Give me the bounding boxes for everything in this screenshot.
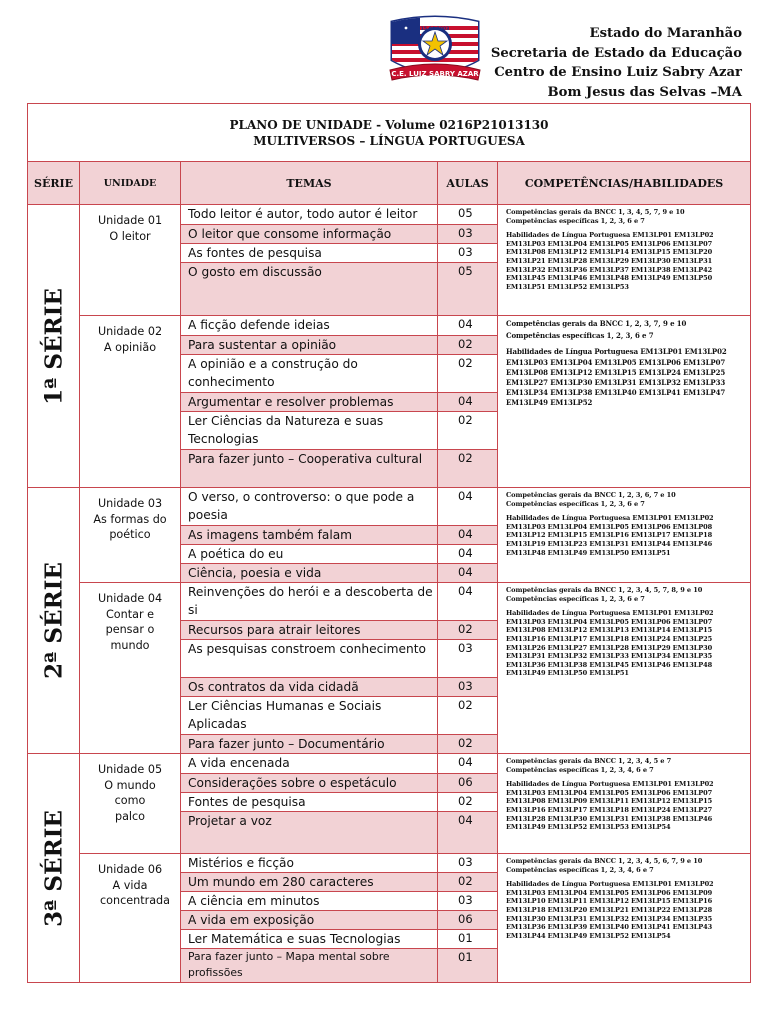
unit-title: A vida concentrada — [100, 878, 171, 907]
plan-title — [28, 104, 751, 162]
habilidades: Habilidades de Língua Portuguesa EM13LP01 EM13LP02 EM13LP03 EM13LP04 EM13LP05 EM13LP06 EM13LP08 EM13LP12 EM13LP15 EM13LP16 EM13LP17 EM13LP18 EM13LP19 EM13LP23 EM13LP31 EM13LP44 EM13LP46 EM13LP48 EM13LP49 EM13LP50 EM13LP51 — [506, 514, 714, 557]
comp-especificas: Competências específicas 1, 2, 3, 4, 6 e 7 — [506, 865, 654, 874]
tema-cell: A ciência em minutos — [181, 892, 438, 911]
comp-gerais: Competências gerais da BNCC 1, 2, 3, 4, 5 e 7 — [506, 757, 672, 765]
serie-1-label: 1ª SÉRIE — [40, 287, 67, 405]
header-serie: SÉRIE — [28, 162, 80, 205]
tema-cell: Um mundo em 280 caracteres — [181, 873, 438, 892]
unit-06 — [80, 854, 181, 983]
aulas-cell: 03 — [438, 892, 498, 911]
header-unidade: UNIDADE — [80, 162, 181, 205]
unit-title: As formas do poético — [93, 512, 167, 541]
unit-title: O mundo como palco — [104, 778, 156, 823]
tema-cell: Para fazer junto – Cooperativa cultural — [181, 450, 438, 488]
tema-cell: Para fazer junto – Mapa mental sobre profissões — [181, 949, 438, 983]
comp-gerais: Competências gerais da BNCC 1, 2, 3, 7, 9 e 10 — [506, 319, 687, 328]
table-row — [28, 488, 751, 526]
tema-cell: As pesquisas constroem conhecimento — [181, 640, 438, 678]
institution-state: Estado do Maranhão — [589, 26, 742, 41]
header-aulas: AULAS — [438, 162, 498, 205]
aulas-cell: 04 — [438, 526, 498, 545]
tema-cell: Fontes de pesquisa — [181, 793, 438, 812]
aulas-cell: 02 — [438, 793, 498, 812]
aulas-cell: 03 — [438, 244, 498, 263]
tema-cell: Ler Matemática e suas Tecnologias — [181, 930, 438, 949]
page-header — [0, 0, 768, 104]
competencias-cell — [498, 316, 751, 488]
tema-cell: Projetar a voz — [181, 812, 438, 854]
competencias-cell — [498, 205, 751, 316]
comp-especificas: Competências específicas 1, 2, 3, 6 e 7 — [506, 216, 645, 225]
unit-name: Unidade 02 — [97, 325, 163, 338]
aulas-cell: 02 — [438, 621, 498, 640]
unit-title: Contar e pensar o mundo — [105, 607, 155, 652]
tema-cell: Recursos para atrair leitores — [181, 621, 438, 640]
habilidades: Habilidades de Língua Portuguesa EM13LP01 EM13LP02 EM13LP03 EM13LP04 EM13LP05 EM13LP06 EM13LP09 EM13LP10 EM13LP11 EM13LP12 EM13LP15 EM13LP16 EM13LP18 EM13LP20 EM13LP21 EM13LP22 EM13LP28 EM13LP30 EM13LP31 EM13LP32 EM13LP34 EM13LP35 EM13LP36 EM13LP39 EM13LP40 EM13LP41 EM13LP43 EM13LP44 EM13LP49 EM13LP52 EM13LP54 — [506, 880, 714, 940]
institution-secretariat: Secretaria de Estado da Educação — [490, 45, 742, 61]
comp-gerais: Competências gerais da BNCC 1, 3, 4, 5, 7, 9 e 10 — [506, 208, 685, 216]
table-row — [28, 854, 751, 873]
aulas-cell: 03 — [438, 640, 498, 678]
institution-city: Bom Jesus das Selvas –MA — [547, 84, 742, 100]
aulas-cell: 01 — [438, 930, 498, 949]
tema-cell: A vida encenada — [181, 754, 438, 774]
competencias-cell — [498, 754, 751, 854]
comp-especificas: Competências específicas 1, 2, 3, 6 e 7 — [506, 594, 645, 603]
tema-cell: Mistérios e ficção — [181, 854, 438, 873]
tema-cell: As imagens também falam — [181, 526, 438, 545]
comp-especificas: Competências específicas 1, 2, 3, 6 e 7 — [506, 331, 654, 341]
tema-cell: O verso, o controverso: o que pode a poesia — [181, 488, 438, 526]
aulas-cell: 03 — [438, 225, 498, 244]
tema-cell: O gosto em discussão — [181, 263, 438, 316]
aulas-cell: 04 — [438, 316, 498, 336]
comp-gerais: Competências gerais da BNCC 1, 2, 3, 4, 5, 6, 7, 9 e 10 — [506, 857, 703, 865]
aulas-cell: 04 — [438, 545, 498, 564]
habilidades: Habilidades de Língua Portuguesa EM13LP01 EM13LP02 EM13LP03 EM13LP04 EM13LP05 EM13LP06 EM13LP07 EM13LP08 EM13LP09 EM13LP11 EM13LP12 EM13LP15 EM13LP16 EM13LP17 EM13LP18 EM13LP24 EM13LP27 EM13LP28 EM13LP30 EM13LP31 EM13LP38 EM13LP46 EM13LP49 EM13LP52 EM13LP53 EM13LP54 — [506, 780, 714, 832]
competencias-cell — [498, 488, 751, 583]
aulas-cell: 02 — [438, 450, 498, 488]
habilidades: Habilidades de Língua Portuguesa EM13LP01 EM13LP02 EM13LP03 EM13LP04 EM13LP05 EM13LP06 EM13LP07 EM13LP08 EM13LP12 EM13LP13 EM13LP14 EM13LP15 EM13LP16 EM13LP17 EM13LP18 EM13LP24 EM13LP25 EM13LP26 EM13LP27 EM13LP28 EM13LP29 EM13LP30 EM13LP31 EM13LP32 EM13LP33 EM13LP34 EM13LP35 EM13LP36 EM13LP38 EM13LP45 EM13LP46 EM13LP48 EM13LP49 EM13LP50 EM13LP51 — [506, 609, 714, 678]
aulas-cell: 03 — [438, 678, 498, 697]
aulas-cell: 04 — [438, 488, 498, 526]
unit-name: Unidade 03 — [97, 497, 163, 510]
habilidades: Habilidades de Língua Portuguesa EM13LP01 EM13LP02 EM13LP03 EM13LP04 EM13LP05 EM13LP06 EM13LP07 EM13LP08 EM13LP12 EM13LP14 EM13LP15 EM13LP20 EM13LP21 EM13LP28 EM13LP29 EM13LP30 EM13LP31 EM13LP32 EM13LP36 EM13LP37 EM13LP38 EM13LP42 EM13LP45 EM13LP46 EM13LP48 EM13LP49 EM13LP50 EM13LP51 EM13LP52 EM13LP53 — [506, 231, 714, 291]
table-row — [28, 316, 751, 336]
logo-name: C.E. LUIZ SABRY AZAR — [391, 70, 479, 78]
tema-cell: Para sustentar a opinião — [181, 336, 438, 355]
unit-01 — [80, 205, 181, 316]
tema-cell: Todo leitor é autor, todo autor é leitor — [181, 205, 438, 225]
aulas-cell: 01 — [438, 949, 498, 983]
unit-03 — [80, 488, 181, 583]
serie-3-cell — [28, 754, 80, 983]
plan-title-line2: MULTIVERSOS – LÍNGUA PORTUGUESA — [253, 133, 525, 148]
unit-title: A opinião — [103, 340, 157, 354]
competencias-cell — [498, 854, 751, 983]
tema-cell: Ler Ciências da Natureza e suas Tecnologias — [181, 412, 438, 450]
aulas-cell: 02 — [438, 697, 498, 735]
table-row — [28, 754, 751, 774]
comp-gerais: Competências gerais da BNCC 1, 2, 3, 6, 7 e 10 — [506, 491, 676, 499]
tema-cell: Reinvenções do herói e a descoberta de si — [181, 583, 438, 621]
aulas-cell: 04 — [438, 564, 498, 583]
aulas-cell: 04 — [438, 583, 498, 621]
unit-02 — [80, 316, 181, 488]
aulas-cell: 02 — [438, 355, 498, 393]
institution-block — [491, 24, 742, 102]
tema-cell: A poética do eu — [181, 545, 438, 564]
aulas-cell: 05 — [438, 205, 498, 225]
plan-title-line1: PLANO DE UNIDADE - Volume 0216P21013130 — [229, 117, 549, 132]
table-header-row — [28, 162, 751, 205]
comp-especificas: Competências específicas 1, 2, 3, 4, 6 e 7 — [506, 765, 654, 774]
unit-name: Unidade 05 — [97, 763, 163, 776]
serie-3-label: 3ª SÉRIE — [40, 809, 67, 927]
tema-cell: Ler Ciências Humanas e Sociais Aplicadas — [181, 697, 438, 735]
tema-cell: O leitor que consome informação — [181, 225, 438, 244]
aulas-cell: 06 — [438, 911, 498, 930]
unit-04 — [80, 583, 181, 754]
serie-2-cell — [28, 488, 80, 754]
aulas-cell: 02 — [438, 412, 498, 450]
logo-year: 15.04.2003 — [420, 27, 450, 32]
tema-cell: Para fazer junto – Documentário — [181, 735, 438, 754]
institution-school: Centro de Ensino Luiz Sabry Azar — [494, 65, 742, 81]
tema-cell: Considerações sobre o espetáculo — [181, 774, 438, 793]
tema-cell: Argumentar e resolver problemas — [181, 393, 438, 412]
unit-title: O leitor — [109, 229, 151, 243]
unit-plan-table — [27, 103, 751, 983]
aulas-cell: 02 — [438, 873, 498, 892]
aulas-cell: 04 — [438, 393, 498, 412]
aulas-cell: 04 — [438, 754, 498, 774]
aulas-cell: 05 — [438, 263, 498, 316]
table-row — [28, 583, 751, 621]
aulas-cell: 02 — [438, 336, 498, 355]
tema-cell: A ficção defende ideias — [181, 316, 438, 336]
competencias-cell — [498, 583, 751, 754]
unit-name: Unidade 06 — [97, 863, 163, 876]
serie-2-label: 2ª SÉRIE — [40, 562, 67, 679]
unit-name: Unidade 01 — [97, 214, 163, 227]
header-temas: TEMAS — [181, 162, 438, 205]
aulas-cell: 06 — [438, 774, 498, 793]
aulas-cell: 02 — [438, 735, 498, 754]
habilidades: Habilidades de Língua Portuguesa EM13LP01 EM13LP02 EM13LP03 EM13LP04 EM13LP05 EM13LP06 EM13LP07 EM13LP08 EM13LP12 EM13LP15 EM13LP24 EM13LP25 EM13LP27 EM13LP30 EM13LP31 EM13LP32 EM13LP33 EM13LP34 EM13LP38 EM13LP40 EM13LP41 EM13LP47 EM13LP49 EM13LP52 — [506, 347, 727, 408]
comp-gerais: Competências gerais da BNCC 1, 2, 3, 4, 5, 7, 8, 9 e 10 — [506, 586, 703, 594]
comp-especificas: Competências específicas 1, 2, 3, 6 e 7 — [506, 499, 645, 508]
tema-cell: As fontes de pesquisa — [181, 244, 438, 263]
serie-1-cell — [28, 205, 80, 488]
tema-cell: A opinião e a construção do conhecimento — [181, 355, 438, 393]
tema-cell: Os contratos da vida cidadã — [181, 678, 438, 697]
tema-cell: A vida em exposição — [181, 911, 438, 930]
header-competencias: COMPETÊNCIAS/HABILIDADES — [498, 162, 751, 205]
unit-05 — [80, 754, 181, 854]
tema-cell: Ciência, poesia e vida — [181, 564, 438, 583]
school-logo-icon — [386, 14, 484, 88]
aulas-cell: 03 — [438, 854, 498, 873]
aulas-cell: 04 — [438, 812, 498, 854]
unit-name: Unidade 04 — [97, 592, 163, 605]
table-row — [28, 205, 751, 225]
